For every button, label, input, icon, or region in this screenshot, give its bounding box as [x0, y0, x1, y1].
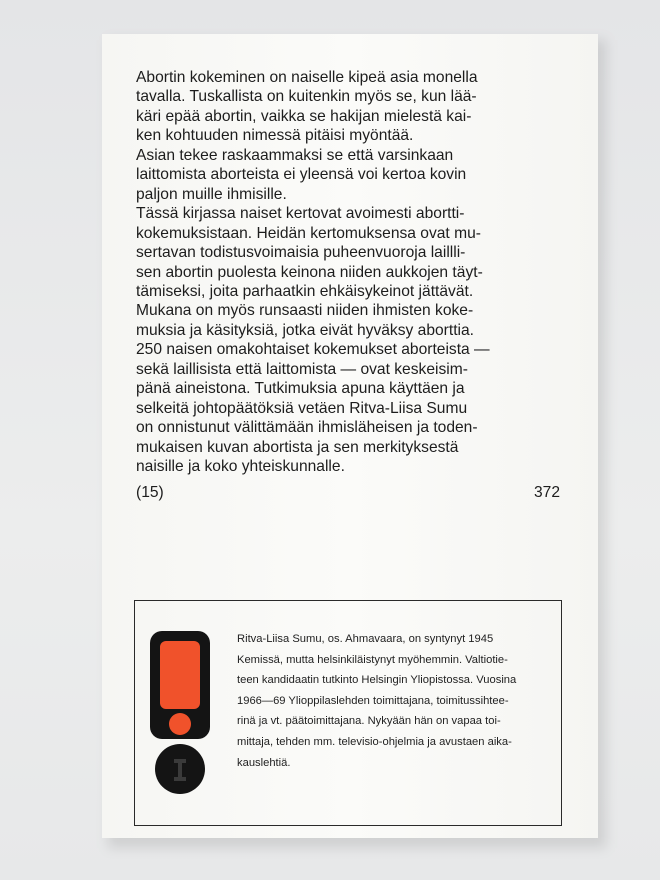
blurb-line: pänä aineistona. Tutkimuksia apuna käyttäen ja [136, 380, 465, 398]
blurb-paragraph-2 [136, 146, 560, 204]
blurb-line: sekä laillisista että laittomista — ovat keskeisim- [136, 360, 468, 378]
blurb-line: selkeitä johtopäätöksiä vetäen Ritva-Liisa Sumu [136, 399, 468, 417]
blurb-line: Tässä kirjassa naiset kertovat avoimesti abortti- [136, 205, 465, 223]
blurb-text [136, 68, 560, 477]
blurb-line: käri epää abortin, vaikka se hakijan mielestä kai- [136, 107, 472, 125]
blurb-line: mukaisen kuvan abortista ja sen merkityksestä [136, 438, 459, 456]
blurb-line: naisille ja koko yhteiskunnalle. [136, 458, 345, 476]
blurb-line: paljon muille ihmisille. [136, 185, 287, 203]
blurb-line: sen abortin puolesta keinona niiden aukkojen täyt- [136, 263, 483, 281]
blurb-line: muksia ja käsityksiä, jotka eivät hyväksy aborttia. [136, 321, 474, 339]
blurb-line: Asian tekee raskaammaksi se että varsinkaan [136, 146, 454, 164]
blurb-line: Mukana on myös runsaasti niiden ihmisten koke- [136, 302, 474, 320]
logo-dot-red [169, 713, 191, 735]
author-bio-line: Kemissä, mutta helsinkiläistynyt myöhemmin. Valtiotie- [237, 653, 508, 666]
blurb-paragraph-1 [136, 68, 560, 146]
blurb-line: sertavan todistusvoimaisia puheenvuoroja laillli- [136, 244, 466, 262]
blurb-paragraph-3 [136, 204, 560, 301]
author-bio-line: teen kandidaatin tutkinto Helsingin Yliopistossa. Vuosina [237, 674, 517, 687]
author-bio-line: Ritva-Liisa Sumu, os. Ahmavaara, on syntynyt 1945 [237, 633, 494, 645]
blurb-line: 250 naisen omakohtaiset kokemukset aborteista — [136, 341, 490, 359]
author-bio-line: rinä ja vt. päätoimittajana. Nykyään hän on vapaa toi- [237, 715, 501, 728]
author-box [134, 600, 562, 826]
blurb-line: tämiseksi, joita parhaatkin ehkäisykeinot jättävät. [136, 282, 474, 300]
class-code: (15) [136, 484, 164, 501]
blurb-line: ken kohtuuden nimessä pitäisi myöntää. [136, 127, 414, 145]
blurb-line: Abortin kokeminen on naiselle kipeä asia monella [136, 69, 478, 86]
exclamation-mark-logo-icon [147, 631, 213, 797]
book-back-cover [102, 34, 598, 838]
blurb-paragraph-5 [136, 340, 560, 476]
blurb-line: laittomista aborteista ei yleensä voi kertoa kovin [136, 166, 467, 184]
blurb-line: tavalla. Tuskallista on kuitenkin myös se, kun lää- [136, 88, 477, 106]
author-bio-line: 1966—69 Ylioppilaslehden toimittajana, toimitussihtee- [237, 694, 509, 707]
logo-bar-red [160, 641, 200, 709]
blurb-line: kokemuksistaan. Heidän kertomuksensa ovat mu- [136, 224, 481, 242]
catalog-number: 372 [533, 484, 560, 501]
author-bio-line: kauslehtiä. [237, 756, 291, 769]
author-bio-line: mittaja, tehden mm. televisio-ohjelmia ja avustaen aika- [237, 735, 512, 748]
blurb-paragraph-4 [136, 301, 560, 340]
author-bio [237, 629, 549, 773]
blurb-line: on onnistunut välittämään ihmisläheisen ja toden- [136, 419, 478, 437]
